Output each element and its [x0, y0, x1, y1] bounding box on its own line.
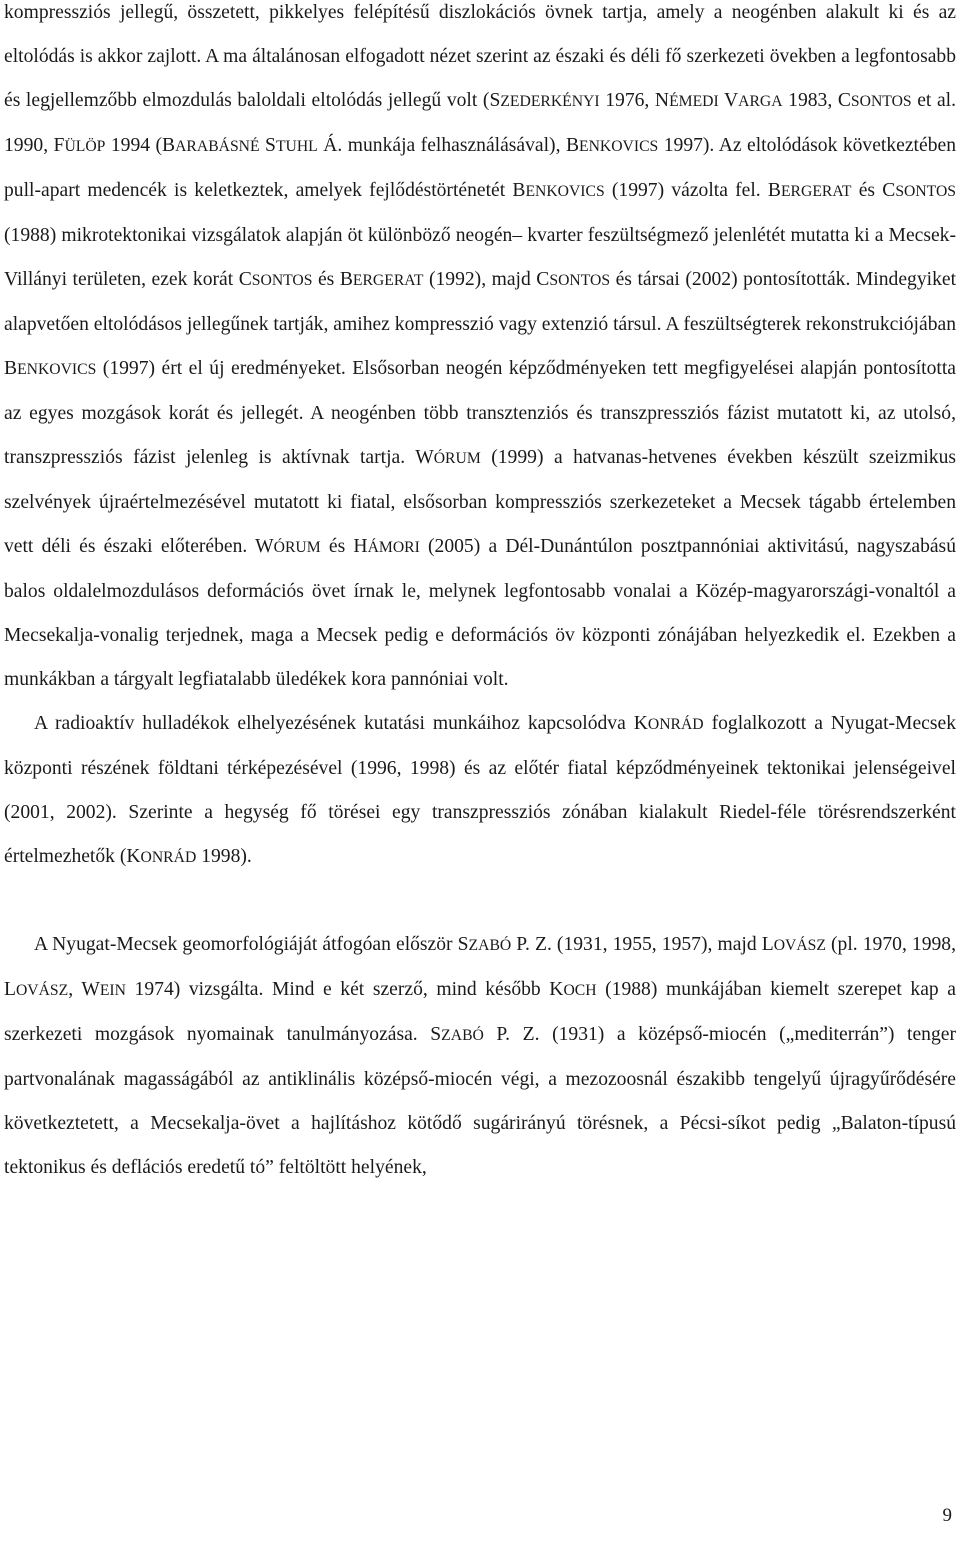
- author-name-smallcaps: SONTOS: [850, 93, 912, 110]
- text-segment: (1999) a hatvanas-hetvenes években készült szeizmikus szelvények újraértelmezésével mutatott ki fiatal, elsősorban kompressziós szerkezeteket a Mecsek tágabb értelemben vett déli és északi előterében. W: [4, 447, 956, 557]
- author-name-smallcaps: ÓRUM: [273, 539, 321, 556]
- author-name-smallcaps: ÉMEDI: [669, 93, 719, 110]
- author-name-smallcaps: ERGERAT: [352, 272, 424, 289]
- paragraph-konrad: [4, 702, 956, 880]
- page-number: 9: [942, 1505, 952, 1526]
- author-name-smallcaps: ONRÁD: [647, 716, 704, 733]
- text-segment: (pl. 1970, 1998, L: [4, 934, 956, 1000]
- paragraph-geomorphology: [4, 923, 956, 1190]
- text-segment: és H: [320, 536, 368, 557]
- author-name-smallcaps: ENKOVICS: [17, 361, 97, 378]
- author-name-smallcaps: SONTOS: [895, 183, 956, 200]
- author-name-smallcaps: ARGA: [738, 93, 783, 110]
- text-segment: S: [259, 135, 276, 156]
- text-segment: 1997). Az eltolódások következtében pull-apart medencék is keletkeztek, amelyek fejlődéstörténetét B: [4, 135, 956, 201]
- text-segment: et al. 1990, F: [4, 90, 957, 156]
- author-name-smallcaps: ÜLÖP: [64, 138, 106, 155]
- author-name-smallcaps: EIN: [99, 982, 126, 999]
- author-name-smallcaps: OCH: [563, 982, 597, 999]
- author-name-smallcaps: ONRÁD: [140, 849, 197, 866]
- text-segment: 1998).: [196, 846, 252, 867]
- text-segment: (2005) a Dél-Dunántúlon posztpannóniai aktivitású, nagyszabású balos oldalelmozdulásos deformációs övet írnak le, melynek legfontosabb vonalai a Közép-magyarországi-vonaltól a Mecsekalja-vonalig terjednek, maga a Mecsek pedig e deformációs öv központi zónájában helyezkedik el. Ezekben a munkákban a tárgyalt legfiatalabb üledékek kora pannóniai volt.: [4, 536, 956, 690]
- text-segment: Á. munkája felhasználásával), B: [317, 135, 580, 156]
- author-name-smallcaps: OVÁSZ: [15, 982, 69, 999]
- text-segment: P. Z. (1931) a középső-miocén („mediterrán”) tenger partvonalának magasságából az antiklinális középső-miocén végi, a mezozoosnál északibb tengelyű újragyűrődésére következtetett, a Mecsekalja-övet a hajlításhoz kötődő sugárirányú törésnek, a Pécsi-síkot pedig „Balaton-típusú tektonikus és deflációs eredetű tó” feltöltött helyének,: [4, 1024, 956, 1178]
- text-segment: 1994 (B: [105, 135, 176, 156]
- author-name-smallcaps: ARABÁSNÉ: [175, 138, 260, 155]
- author-name-smallcaps: ENKOVICS: [579, 138, 659, 155]
- text-segment: P. Z. (1931, 1955, 1957), majd L: [511, 934, 774, 955]
- paragraph-structural-review: [4, 0, 956, 702]
- text-segment: (1992), majd C: [423, 269, 550, 290]
- author-name-smallcaps: ÓRUM: [433, 450, 481, 467]
- text-segment: V: [718, 90, 739, 111]
- text-segment: (1997) ért el új eredményeket. Elsősorban neogén képződményeken tett megfigyelései alapján pontosította az egyes mozgások korát és jellegét. A neogénben több transztenziós és transzpressziós fázist mutatott ki, az utolsó, transzpressziós fázist jelenleg is aktívnak tartja. W: [4, 358, 956, 468]
- text-segment: (1988) munkájában kiemelt szerepet kap a szerkezeti mozgások nyomainak tanulmányozása. S: [4, 979, 956, 1045]
- text-segment: A radioaktív hulladékok elhelyezésének kutatási munkáihoz kapcsolódva K: [34, 713, 648, 734]
- text-segment: 1983, C: [782, 90, 851, 111]
- text-segment: kompressziós jellegű, összetett, pikkelyes felépítésű diszlokációs övnek tartja, amely a neogénben alakult ki és az eltolódás is akkor zajlott. A ma általánosan elfogadott nézet szerint az északi és déli fő szerkezeti övekben a legfontosabb és legjellemzőbb elmozdulás baloldali eltolódás jellegű volt (S: [4, 2, 956, 111]
- text-segment: és társai (2002) pontosították. Mindegyiket alapvetően eltolódásos jellegűnek tartják, amihez kompresszió vagy extenzió társul. A feszültségterek rekonstrukciójában B: [4, 269, 957, 379]
- author-name-smallcaps: TUHL: [275, 138, 318, 155]
- text-segment: és B: [312, 269, 353, 290]
- author-name-smallcaps: ÁMORI: [367, 539, 420, 556]
- author-name-smallcaps: SONTOS: [251, 272, 313, 289]
- text-segment: (1997) vázolta fel. B: [604, 180, 781, 201]
- text-segment: foglalkozott a Nyugat-Mecsek központi részének földtani térképezésével (1996, 1998) és az előtér fiatal képződményeinek tektonikai jelenségeivel (2001, 2002). Szerinte a hegység fő törései egy transzpressziós zónában kialakult Riedel-féle törésrendszerként értelmezhetők (K: [4, 713, 956, 867]
- author-name-smallcaps: ENKOVICS: [525, 183, 605, 200]
- text-segment: (1988) mikrotektonikai vizsgálatok alapján öt különböző neogén– kvarter feszültségmező jelenlétét mutatta ki a Mecsek-Villányi területen, ezek korát C: [4, 225, 956, 290]
- author-name-smallcaps: ZABÓ: [441, 1027, 484, 1044]
- text-segment: 1974) vizsgálta. Mind e két szerző, mind később K: [125, 979, 564, 1000]
- author-name-smallcaps: ZEDERKÉNYI: [500, 93, 600, 110]
- text-segment: és C: [851, 180, 896, 201]
- author-name-smallcaps: ZABÓ: [468, 937, 512, 954]
- text-segment: 1976, N: [599, 90, 670, 111]
- author-name-smallcaps: ERGERAT: [780, 183, 852, 200]
- text-segment: A Nyugat-Mecsek geomorfológiáját átfogóan először S: [34, 934, 469, 955]
- text-segment: , W: [68, 979, 100, 1000]
- author-name-smallcaps: OVÁSZ: [773, 937, 826, 954]
- author-name-smallcaps: SONTOS: [549, 272, 611, 289]
